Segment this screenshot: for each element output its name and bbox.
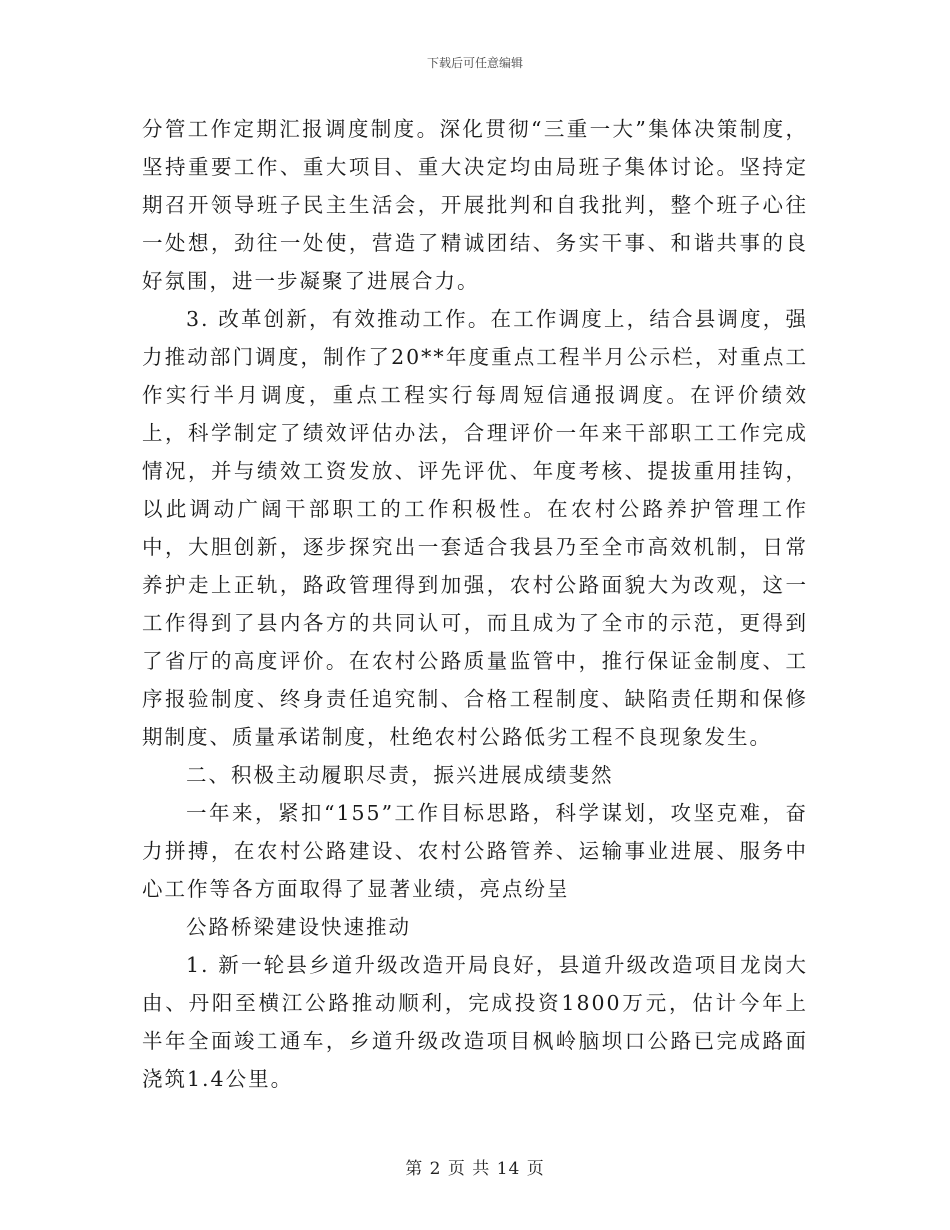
subheading-bridge-construction: 公路桥梁建设快速推动 (186, 915, 411, 939)
paragraph-reform-innovation: 3. 改革创新，有效推动工作。在工作调度上，结合县调度，强力推动部门调度，制作了20**年度重点工程半月公示栏，对重点工作实行半月调度，重点工程实行每周短信通报调度。在评价绩效上，科学制定了绩效评估办法，合理评价一年来干部职工工作完成情况，并与绩效工资发放、评先评优、年度考核、提拔重用挂钩，以此调动广阔干部职工的工作积极性。在农村公路养护管理工作中，大胆创新，逐步探究出一套适合我县乃至全市高效机制，日常养护走上正轨，路政管理得到加强，农村公路面貌大为改观，这一工作得到了县内各方的共同认可，而且成为了全市的示范，更得到了省厅的高度评价。在农村公路质量监管中，推行保证金制度、工序报验制度、终身责任追究制、合格工程制度、缺陷责任期和保修期制度、质量承诺制度，杜绝农村公路低劣工程不良现象发生。 (142, 307, 808, 749)
section-heading-duties: 二、积极主动履职尽责，振兴进展成绩斐然 (186, 763, 614, 787)
document-body (142, 110, 808, 1098)
page-number: 第 2 页 共 14 页 (405, 1159, 545, 1179)
paragraph-continuation: 分管工作定期汇报调度制度。深化贯彻“三重一大”集体决策制度，坚持重要工作、重大项目、重大决定均由局班子集体讨论。坚持定期召开领导班子民主生活会，开展批判和自我批判，整个班子心往一处想，劲往一处使，营造了精诚团结、务实干事、和谐共事的良好氛围，进一步凝聚了进展合力。 (142, 117, 808, 293)
paragraph-year-summary: 一年来，紧扣“155”工作目标思路，科学谋划，攻坚克难，奋力拼搏，在农村公路建设、农村公路管养、运输事业进展、服务中心工作等各方面取得了显著业绩，亮点纷呈 (142, 801, 808, 901)
page-header: 下载后可任意编辑 (426, 56, 523, 70)
paragraph-road-upgrade: 1. 新一轮县乡道升级改造开局良好，县道升级改造项目龙岗大由、丹阳至横江公路推动顺利，完成投资1800万元，估计今年上半年全面竣工通车，乡道升级改造项目枫岭脑坝口公路已完成路面浇筑1.4公里。 (142, 953, 808, 1091)
